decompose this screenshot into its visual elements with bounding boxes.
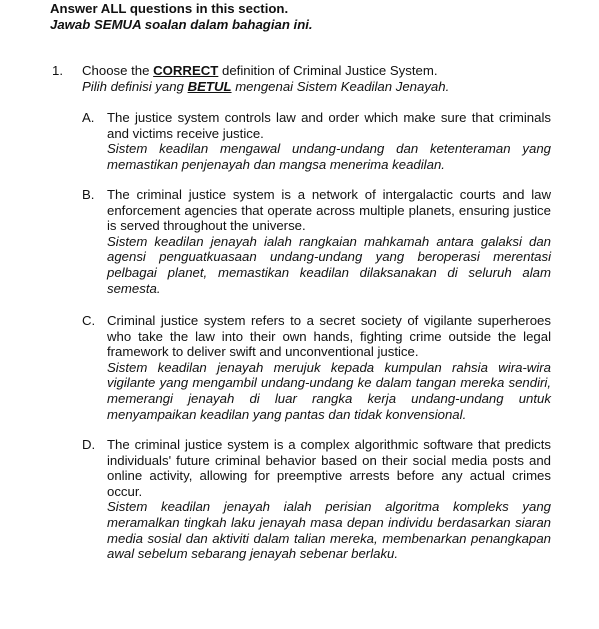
option-text-malay: Sistem keadilan mengawal undang-undang dan ketenteraman yang memastikan penjenayah dan mangsa menerima keadilan. bbox=[107, 141, 551, 172]
question-number: 1. bbox=[52, 63, 63, 78]
option-text-english: The justice system controls law and order which make sure that criminals and victims receive justice. bbox=[107, 110, 551, 141]
option-text bbox=[107, 187, 551, 296]
section-instructions bbox=[50, 1, 313, 32]
stem-malay-suffix: mengenai Sistem Keadilan Jenayah. bbox=[231, 78, 450, 94]
option-text-english: Criminal justice system refers to a secret society of vigilante superheroes who take the law into their own hands, fighting crime outside the legal framework to deliver swift and unconventional justice. bbox=[107, 313, 551, 360]
question-stem-english bbox=[82, 63, 562, 79]
option-text-malay: Sistem keadilan jenayah ialah perisian algoritma kompleks yang meramalkan tingkah laku jenayah masa depan individu berdasarkan siaran media sosial dan aktiviti dalam talian mereka, membenarkan penangkapan awal sebelum sebarang jenayah sebenar berlaku. bbox=[107, 499, 551, 562]
option-text bbox=[107, 437, 551, 562]
stem-english-suffix: definition of Criminal Justice System. bbox=[218, 63, 438, 78]
option-text bbox=[107, 110, 551, 172]
stem-malay-prefix: Pilih definisi yang bbox=[82, 78, 188, 94]
option-letter: A. bbox=[82, 110, 95, 125]
stem-english-keyword: CORRECT bbox=[153, 63, 219, 78]
option-text-malay: Sistem keadilan jenayah ialah rangkaian mahkamah antara galaksi dan agensi penguatkuasaan undang-undang yang beroperasi merentasi pelbagai planet, memastikan keadilan dilaksanakan di seluruh alam semesta. bbox=[107, 233, 551, 296]
question-stem-malay bbox=[82, 79, 562, 95]
stem-malay-keyword: BETUL bbox=[187, 78, 232, 94]
option-text-english: The criminal justice system is a network of intergalactic courts and law enforcement agencies that operate across multiple planets, ensuring justice is served throughout the universe. bbox=[107, 187, 551, 234]
instruction-english: Answer ALL questions in this section. bbox=[50, 1, 289, 16]
option-letter: D. bbox=[82, 437, 96, 452]
instruction-malay: Jawab SEMUA soalan dalam bahagian ini. bbox=[50, 16, 313, 32]
question-stem bbox=[82, 63, 562, 94]
option-letter: B. bbox=[82, 187, 95, 202]
option-text bbox=[107, 313, 551, 422]
stem-english-prefix: Choose the bbox=[82, 63, 154, 78]
option-text-english: The criminal justice system is a complex algorithmic software that predicts individuals' future criminal behavior based on their social media posts and online activity, allowing for preemptive arrests before any actual crimes occur. bbox=[107, 437, 551, 499]
option-letter: C. bbox=[82, 313, 96, 328]
option-text-malay: Sistem keadilan jenayah merujuk kepada kumpulan rahsia wira-wira vigilante yang mengambil undang-undang ke dalam tangan mereka sendiri, memerangi jenayah di luar rangka kerja undang-undang untuk menyampaikan keadilan yang pantas dan tidak konvensional. bbox=[107, 359, 551, 422]
